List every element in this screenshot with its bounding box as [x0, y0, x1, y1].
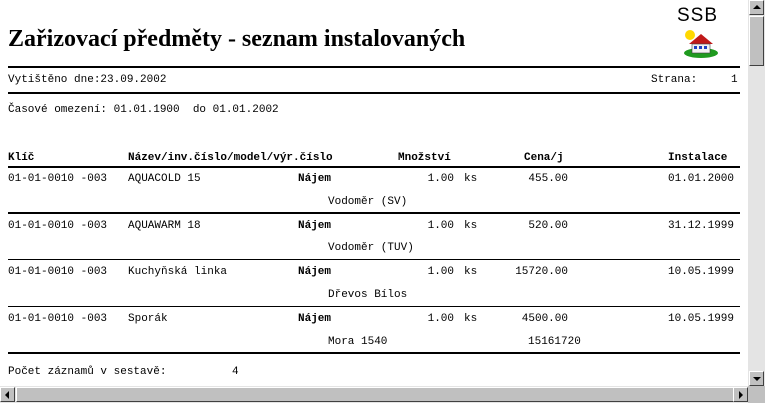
cell-type: Nájem	[298, 173, 332, 185]
cell-date: 10.05.1999	[668, 266, 735, 278]
col-price: Cena/j	[524, 152, 564, 164]
cell-qty: 1.00	[427, 220, 454, 232]
cell-key: 01-01-0010 -003	[8, 173, 108, 185]
col-name: Název/inv.číslo/model/výr.číslo	[128, 152, 333, 164]
arrow-down-icon	[753, 377, 761, 381]
report-title: Zařizovací předměty - seznam instalovaných	[8, 26, 466, 52]
time-limit: Časové omezení: 01.01.1900 do 01.01.2002	[8, 104, 279, 116]
cell-sub: Dřevos Bílos	[328, 289, 408, 301]
cell-price: 15720.00	[515, 266, 568, 278]
cell-price: 4500.00	[521, 313, 568, 325]
cell-date: 10.05.1999	[668, 313, 735, 325]
divider	[8, 92, 740, 94]
col-key: Klíč	[8, 152, 35, 164]
cell-sub: Mora 1540	[328, 336, 388, 348]
house-logo-icon	[683, 28, 719, 58]
cell-key: 01-01-0010 -003	[8, 313, 108, 325]
divider	[8, 166, 740, 168]
divider	[8, 306, 740, 307]
arrow-left-icon	[5, 391, 9, 399]
vertical-scrollbar[interactable]	[748, 0, 765, 386]
cell-date: 31.12.1999	[668, 220, 735, 232]
scrollbar-corner	[748, 386, 765, 403]
cell-type: Nájem	[298, 220, 332, 232]
scroll-left-button[interactable]	[0, 387, 15, 402]
cell-date: 01.01.2000	[668, 173, 735, 185]
page-label: Strana:	[651, 74, 698, 86]
divider	[8, 352, 740, 354]
cell-price: 455.00	[528, 173, 568, 185]
cell-serial: 15161720	[528, 336, 581, 348]
record-count-label: Počet záznamů v sestavě:	[8, 366, 167, 378]
scroll-thumb[interactable]	[16, 387, 734, 402]
cell-name: AQUAWARM 18	[128, 220, 201, 232]
cell-name: Kuchyňská linka	[128, 266, 228, 278]
cell-type: Nájem	[298, 313, 332, 325]
scroll-right-button[interactable]	[733, 387, 748, 402]
arrow-up-icon	[753, 5, 761, 9]
cell-qty: 1.00	[427, 266, 454, 278]
brand-text: SSB	[677, 5, 719, 26]
cell-sub: Vodoměr (TUV)	[328, 242, 414, 254]
cell-name: Sporák	[128, 313, 168, 325]
arrow-right-icon	[739, 391, 743, 399]
cell-type: Nájem	[298, 266, 332, 278]
cell-unit: ks	[464, 220, 478, 232]
cell-key: 01-01-0010 -003	[8, 220, 108, 232]
cell-price: 520.00	[528, 220, 568, 232]
cell-qty: 1.00	[427, 173, 454, 185]
divider	[8, 66, 740, 68]
cell-key: 01-01-0010 -003	[8, 266, 108, 278]
record-count: 4	[232, 366, 239, 378]
cell-sub: Vodoměr (SV)	[328, 196, 408, 208]
horizontal-scrollbar[interactable]	[0, 386, 748, 403]
scroll-up-button[interactable]	[749, 0, 764, 15]
cell-qty: 1.00	[427, 313, 454, 325]
divider	[8, 212, 740, 214]
cell-name: AQUACOLD 15	[128, 173, 201, 185]
col-install: Instalace	[668, 152, 728, 164]
cell-unit: ks	[464, 313, 478, 325]
col-quantity: Množství	[398, 152, 451, 164]
cell-unit: ks	[464, 173, 478, 185]
scroll-thumb[interactable]	[749, 16, 764, 66]
printed-date: Vytištěno dne:23.09.2002	[8, 74, 167, 86]
divider	[8, 259, 740, 260]
scroll-down-button[interactable]	[749, 371, 764, 386]
page-number: 1	[731, 74, 738, 86]
cell-unit: ks	[464, 266, 478, 278]
